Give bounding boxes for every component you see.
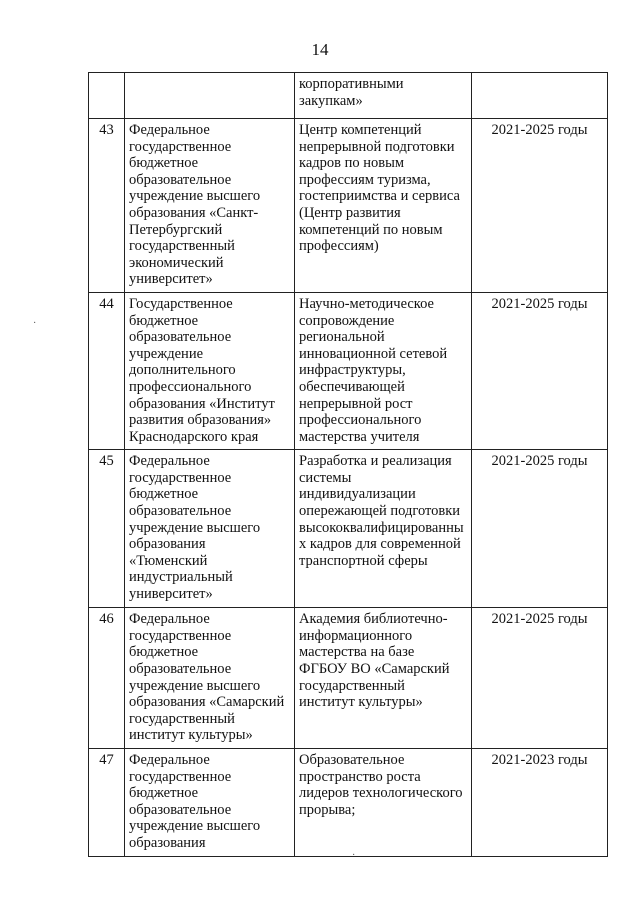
- organization-line: Петербургский: [129, 221, 223, 238]
- organization-cell: [125, 292, 295, 449]
- project-line: профессиям туризма,: [299, 171, 431, 188]
- row-number: 46: [89, 608, 125, 749]
- page-number: 14: [311, 40, 329, 59]
- projects-table: [88, 72, 608, 857]
- project-line: мастерства учителя: [299, 428, 420, 445]
- organization-line: образования «Самарский: [129, 694, 285, 711]
- project-line: (Центр развития: [299, 204, 401, 221]
- project-line: Академия библиотечно-: [299, 611, 448, 628]
- organization-cell: [125, 749, 295, 857]
- organization-line: Краснодарского края: [129, 428, 259, 445]
- project-line: корпоративными: [299, 76, 404, 92]
- organization-line: учреждение высшего: [129, 818, 261, 835]
- organization-line: образовательное: [129, 801, 232, 818]
- period-cell: 2021-2025 годы: [472, 608, 608, 749]
- scan-speck: ·: [352, 850, 356, 861]
- organization-line: Федеральное: [129, 752, 210, 769]
- organization-line: бюджетное: [129, 644, 199, 661]
- row-number: 43: [89, 119, 125, 293]
- organization-line: Федеральное: [129, 611, 210, 628]
- organization-line: образовательное: [129, 503, 232, 520]
- organization-line: индустриальный: [129, 569, 233, 586]
- project-line: региональной: [299, 329, 385, 346]
- organization-line: государственный: [129, 710, 235, 727]
- project-cell: [295, 292, 472, 449]
- organization-line: образовательное: [129, 329, 232, 346]
- project-line: х кадров для современной: [299, 536, 461, 553]
- organization-line: образовательное: [129, 171, 232, 188]
- project-line: лидеров технологического: [299, 785, 463, 802]
- organization-line: образования: [129, 536, 206, 553]
- project-line: Научно-методическое: [299, 295, 434, 312]
- project-cell: [295, 73, 472, 119]
- project-line: индивидуализации: [299, 486, 416, 503]
- row-number: 44: [89, 292, 125, 449]
- organization-line: «Тюменский: [129, 552, 208, 569]
- organization-line: учреждение высшего: [129, 188, 261, 205]
- organization-cell: [125, 73, 295, 119]
- project-line: компетенций по новым: [299, 221, 443, 238]
- organization-line: развития образования»: [129, 412, 272, 429]
- scan-speck: ·: [33, 318, 37, 329]
- project-line: информационного: [299, 627, 413, 644]
- project-cell: [295, 749, 472, 857]
- period-cell: 2021-2023 годы: [472, 749, 608, 857]
- table-row: [89, 292, 608, 449]
- period-cell: [472, 73, 608, 119]
- organization-line: государственное: [129, 768, 232, 785]
- organization-line: образования: [129, 835, 206, 851]
- project-line: непрерывной рост: [299, 395, 413, 412]
- project-line: пространство роста: [299, 768, 421, 785]
- project-line: профессиям): [299, 238, 379, 255]
- organization-line: университет»: [129, 586, 213, 603]
- project-line: профессионального: [299, 412, 422, 429]
- organization-cell: [125, 119, 295, 293]
- organization-line: Федеральное: [129, 122, 210, 138]
- organization-line: государственное: [129, 138, 232, 155]
- table-row: [89, 73, 608, 119]
- project-line: системы: [299, 469, 352, 486]
- project-line: гостеприимства и сервиса: [299, 188, 460, 205]
- table-row: [89, 119, 608, 293]
- table-row: [89, 608, 608, 749]
- project-line: Центр компетенций: [299, 122, 422, 138]
- row-number: [89, 73, 125, 119]
- project-line: институт культуры»: [299, 694, 423, 711]
- organization-line: бюджетное: [129, 486, 199, 503]
- organization-line: бюджетное: [129, 155, 199, 172]
- organization-line: учреждение: [129, 345, 204, 362]
- organization-line: образования «Санкт-: [129, 204, 259, 221]
- project-cell: [295, 608, 472, 749]
- period-cell: 2021-2025 годы: [472, 450, 608, 608]
- table-row: [89, 749, 608, 857]
- organization-line: государственное: [129, 627, 232, 644]
- project-line: кадров по новым: [299, 155, 405, 172]
- project-line: обеспечивающей: [299, 378, 405, 395]
- period-cell: 2021-2025 годы: [472, 119, 608, 293]
- organization-line: профессионального: [129, 378, 252, 395]
- project-line: высококвалифицированны: [299, 519, 464, 536]
- project-line: инновационной сетевой: [299, 345, 448, 362]
- organization-line: дополнительного: [129, 362, 236, 379]
- organization-cell: [125, 608, 295, 749]
- project-line: мастерства на базе: [299, 644, 415, 661]
- table-row: [89, 450, 608, 608]
- project-line: Образовательное: [299, 752, 405, 769]
- organization-line: Федеральное: [129, 453, 210, 470]
- project-line: инфраструктуры,: [299, 362, 406, 379]
- organization-line: институт культуры»: [129, 727, 253, 744]
- organization-line: учреждение высшего: [129, 677, 261, 694]
- project-line: опережающей подготовки: [299, 503, 461, 520]
- organization-line: университет»: [129, 271, 213, 288]
- project-line: непрерывной подготовки: [299, 138, 455, 155]
- organization-line: государственный: [129, 238, 235, 255]
- project-line: сопровождение: [299, 312, 395, 329]
- period-cell: 2021-2025 годы: [472, 292, 608, 449]
- organization-line: учреждение высшего: [129, 519, 261, 536]
- organization-line: экономический: [129, 254, 224, 271]
- organization-line: образовательное: [129, 661, 232, 678]
- project-line: Разработка и реализация: [299, 453, 452, 470]
- project-line: ФГБОУ ВО «Самарский: [299, 661, 450, 678]
- organization-line: бюджетное: [129, 785, 199, 802]
- organization-line: бюджетное: [129, 312, 199, 329]
- project-cell: [295, 119, 472, 293]
- project-line: государственный: [299, 677, 405, 694]
- project-line: транспортной сферы: [299, 552, 428, 569]
- organization-line: образования «Институт: [129, 395, 275, 412]
- organization-cell: [125, 450, 295, 608]
- organization-line: Государственное: [129, 295, 233, 312]
- project-line: прорыва;: [299, 801, 356, 818]
- row-number: 45: [89, 450, 125, 608]
- row-number: 47: [89, 749, 125, 857]
- project-line: закупкам»: [299, 92, 363, 109]
- project-cell: [295, 450, 472, 608]
- organization-line: государственное: [129, 469, 232, 486]
